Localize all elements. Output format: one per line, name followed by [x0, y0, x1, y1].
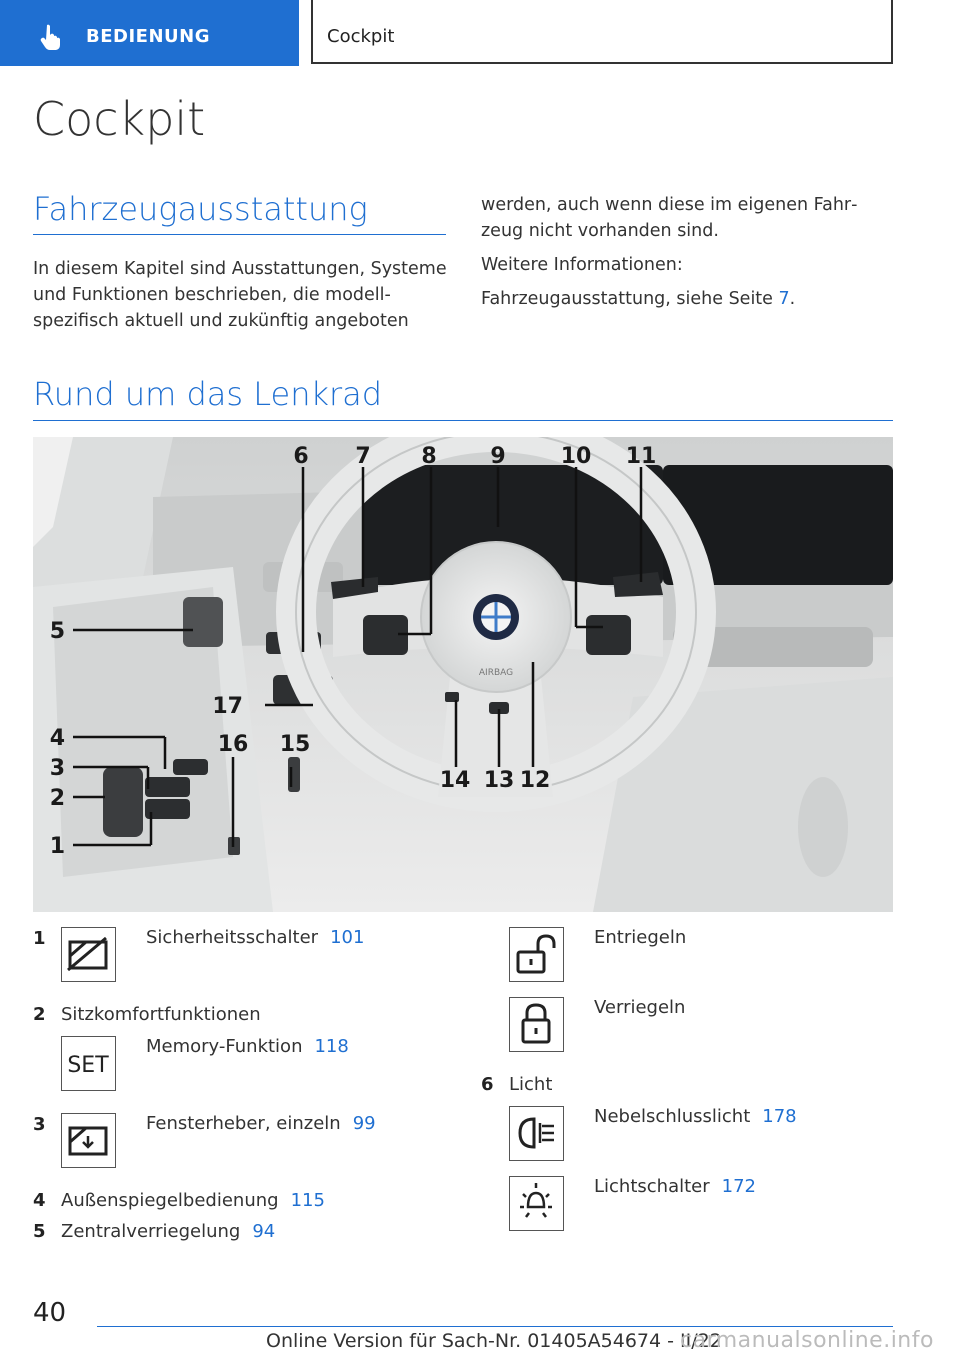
callout-17: 17: [212, 694, 243, 719]
watermark: carmanualsonline.info: [680, 1328, 934, 1353]
callout-11: 11: [625, 444, 657, 469]
legend-item-unlock: [594, 927, 686, 948]
legend-label: Sitzkomfortfunktionen: [61, 1004, 261, 1025]
page-link[interactable]: 118: [314, 1036, 349, 1057]
legend-item-lock: [594, 997, 685, 1018]
callout-3: 3: [49, 756, 65, 781]
callout-16: 16: [217, 732, 249, 757]
legend-label: Lichtschalter: [594, 1176, 710, 1197]
callout-4: 4: [49, 726, 65, 751]
callout-9: 9: [490, 444, 506, 469]
legend-label: Sicherheitsschalter: [146, 927, 319, 948]
footer-text: Online Version für Sach-Nr. 01405A54674 - II/22: [266, 1330, 722, 1352]
callout-6: 6: [293, 444, 309, 469]
page-link[interactable]: 101: [330, 927, 365, 948]
intro-text-col2: [481, 192, 893, 320]
legend-label: Entriegeln: [594, 927, 687, 948]
callout-13: 13: [483, 768, 515, 793]
callout-15: 15: [279, 732, 311, 757]
page-link[interactable]: 94: [252, 1221, 276, 1242]
legend-item-light-switch: [594, 1176, 756, 1197]
page-link[interactable]: 115: [290, 1190, 325, 1211]
legend-item-5: [61, 1221, 275, 1242]
rear-fog-light-icon: [509, 1106, 564, 1161]
intro-text-col1: [33, 256, 448, 342]
callout-10: 10: [560, 444, 592, 469]
set-icon-text: SET: [67, 1053, 109, 1078]
legend-item-memory: [146, 1036, 349, 1057]
page-link[interactable]: 178: [762, 1106, 797, 1127]
heading-rule: [33, 420, 893, 421]
pointing-hand-icon: [38, 22, 66, 50]
legend-num-2: 2: [33, 1004, 46, 1025]
topic-label: Cockpit: [327, 26, 395, 47]
page-number: 40: [33, 1298, 67, 1328]
page-link[interactable]: 99: [352, 1113, 376, 1134]
cockpit-illustration: [33, 437, 893, 912]
lock-icon: [509, 997, 564, 1052]
section-tab[interactable]: [0, 0, 299, 66]
callout-12: 12: [519, 768, 551, 793]
legend-item-2: [61, 1004, 261, 1025]
legend-label: Fensterheber, einzeln: [146, 1113, 341, 1134]
page-link[interactable]: 172: [721, 1176, 756, 1197]
legend-num-5: 5: [33, 1221, 46, 1242]
cockpit-photo: [33, 437, 893, 912]
page-title: Cockpit: [33, 92, 206, 146]
callout-8: 8: [421, 444, 437, 469]
callout-2: 2: [49, 786, 65, 811]
reference-page-link[interactable]: 7: [778, 289, 790, 309]
legend-item-3: [146, 1113, 376, 1134]
window-lift-icon: [61, 1113, 116, 1168]
section-heading-steering-wheel: Rund um das Lenkrad: [33, 375, 383, 413]
legend-item-fog-light: [594, 1106, 797, 1127]
legend-num-1: 1: [33, 928, 46, 949]
legend-label: Memory-Funktion: [146, 1036, 303, 1057]
legend-num-4: 4: [33, 1190, 46, 1211]
window-lock-icon: [61, 927, 116, 982]
legend-label: Nebelschlusslicht: [594, 1106, 751, 1127]
light-switch-icon: [509, 1176, 564, 1231]
set-icon: [61, 1036, 116, 1091]
reference-text: Fahrzeugausstattung, siehe Seite: [481, 289, 773, 309]
legend-label: Licht: [509, 1074, 553, 1095]
callout-7: 7: [355, 444, 371, 469]
reference-end: .: [789, 289, 796, 309]
legend-num-3: 3: [33, 1114, 46, 1135]
legend-label: Außenspiegelbedienung: [61, 1190, 279, 1211]
airbag-label: AIRBAG: [478, 668, 514, 678]
legend-item-4: [61, 1190, 325, 1211]
callout-5: 5: [49, 619, 65, 644]
legend-item-1: [146, 927, 364, 948]
legend-label: Verriegeln: [594, 997, 686, 1018]
section-label: BEDIENUNG: [86, 26, 210, 47]
legend-label: Zentralverriegelung: [61, 1221, 241, 1242]
intro-paragraph-2: werden, auch wenn diese im eigenen Fahrzeug nicht vorhanden sind.: [481, 195, 858, 241]
callout-1: 1: [49, 834, 65, 859]
legend-item-6: [509, 1074, 552, 1095]
section-heading-equipment: Fahrzeugausstattung: [33, 190, 368, 228]
equipment-reference: [481, 286, 893, 312]
callout-14: 14: [439, 768, 471, 793]
intro-paragraph-1: In diesem Kapitel sind Ausstattungen, Systeme und Funktionen beschrieben, die modellspezifisch aktuell und zukünftig angeboten: [33, 259, 447, 331]
unlock-icon: [509, 927, 564, 982]
heading-rule: [33, 234, 446, 235]
legend-num-6: 6: [481, 1074, 494, 1095]
topic-header: [311, 0, 893, 64]
footer-rule: [97, 1326, 893, 1327]
more-info-label: Weitere Informationen:: [481, 255, 683, 275]
